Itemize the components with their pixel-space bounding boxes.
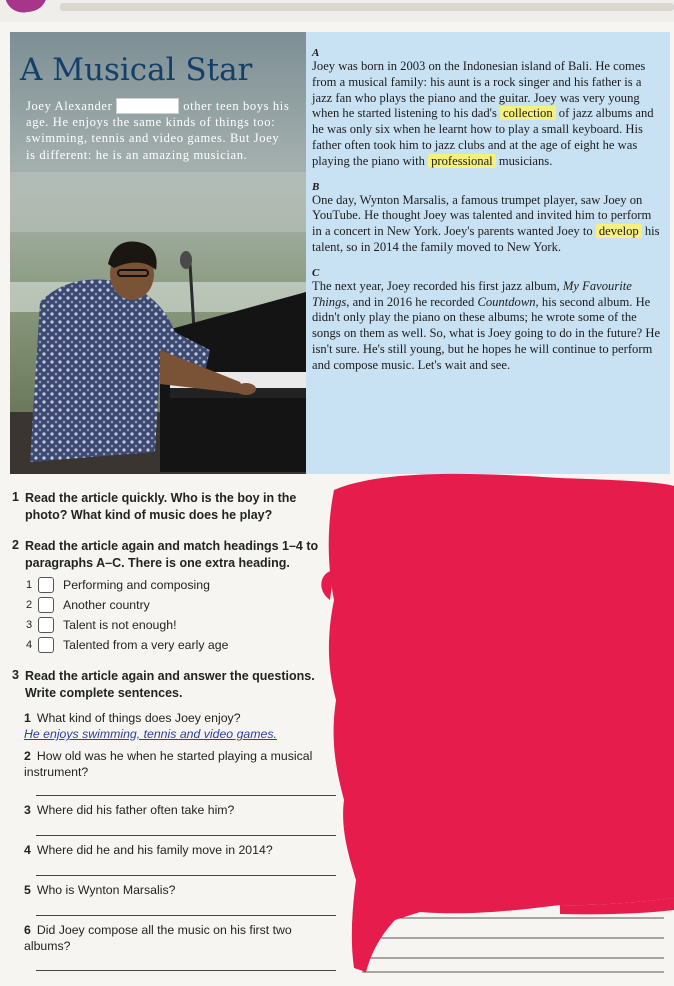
option-number: 2 xyxy=(26,599,33,611)
intro-text-start: Joey Alexander xyxy=(26,99,117,113)
paragraph-a-label: A xyxy=(312,47,320,59)
album-title-my-favourite-things: My Favourite Things xyxy=(312,278,632,309)
page-top-strip xyxy=(0,0,674,22)
paragraph-c-text: , and in 2016 he recorded xyxy=(346,294,478,309)
option-text: Performing and composing xyxy=(63,578,210,592)
question-1 xyxy=(24,710,334,742)
paragraph-a-text: musicians. xyxy=(495,153,553,168)
exercise-3-number: 3 xyxy=(12,668,19,682)
highlight-develop: develop xyxy=(596,224,642,238)
paragraph-a xyxy=(312,59,662,170)
question-number: 5 xyxy=(24,883,31,897)
album-title-countdown: Countdown xyxy=(477,294,536,309)
exercise-2-instruction: Read the article again and match headings 1–4 to paragraphs A–C. There is one extra heading. xyxy=(25,539,319,570)
page-header-bar xyxy=(60,3,674,11)
question-text: Did Joey compose all the music on his first two albums? xyxy=(24,923,292,953)
answer-line-6[interactable] xyxy=(36,970,336,971)
question-number: 4 xyxy=(24,843,31,857)
paragraph-c-label: C xyxy=(312,266,320,279)
heading-option-3 xyxy=(26,616,177,634)
paragraph-c xyxy=(312,279,662,374)
intro-text-end: other teen boys his age. He enjoys the same kinds of things too: swimming, tennis and video games. But Joey is different: he is an amazing musician. xyxy=(26,99,290,162)
question-2 xyxy=(24,748,334,780)
exercise-1-number: 1 xyxy=(12,490,19,504)
paragraph-b-text: his talent, so in 2014 the family moved to New York. xyxy=(312,224,660,254)
highlight-professional: professional xyxy=(428,154,496,168)
publisher-logo-fragment xyxy=(5,0,49,15)
question-number: 2 xyxy=(24,749,31,763)
paragraph-a-text: of jazz albums and he was only six when he learnt how to play a small keyboard. His father often took him to jazz clubs and at the age of eight he was playing the piano with xyxy=(312,106,654,168)
heading-option-1 xyxy=(26,576,210,594)
option-number: 1 xyxy=(26,579,33,591)
heading-option-4 xyxy=(26,636,228,654)
heading-option-2 xyxy=(26,596,150,614)
answer-line-5[interactable] xyxy=(36,915,336,916)
exercise-3-instruction: Read the article again and answer the questions. Write complete sentences. xyxy=(25,669,315,700)
question-number: 1 xyxy=(24,711,31,725)
answer-checkbox[interactable] xyxy=(38,617,54,633)
exercise-1-instruction: Read the article quickly. Who is the boy in the photo? What kind of music does he play? xyxy=(25,491,297,522)
question-3 xyxy=(24,802,334,818)
question-1-answer[interactable]: He enjoys swimming, tennis and video games. xyxy=(24,727,277,741)
question-text: Who is Wynton Marsalis? xyxy=(36,883,176,897)
option-text: Another country xyxy=(63,598,150,612)
answer-checkbox[interactable] xyxy=(38,637,54,653)
question-number: 6 xyxy=(24,923,31,937)
answer-line-3[interactable] xyxy=(36,835,336,836)
question-text: What kind of things does Joey enjoy? xyxy=(36,711,241,725)
question-4 xyxy=(24,842,334,858)
article-intro xyxy=(26,98,292,163)
answer-line-2[interactable] xyxy=(36,795,336,796)
answer-line-4[interactable] xyxy=(36,875,336,876)
paragraph-b-label: B xyxy=(312,180,320,193)
question-text: Where did he and his family move in 2014? xyxy=(36,843,273,857)
answer-checkbox[interactable] xyxy=(38,597,54,613)
paragraph-c-text: , his second album. He didn't only play the piano on these albums; he wrote some of the songs on them as well. So, what is Joey going to do in the future? He isn't sure. He's still young, but he hopes he will continue to perform and compose music. Let's wait and see. xyxy=(312,294,661,372)
exercise-1 xyxy=(12,490,342,523)
question-6 xyxy=(24,922,334,954)
right-column-answer-lines xyxy=(362,900,666,980)
paragraph-b xyxy=(312,193,662,256)
paragraph-b-text: One day, Wynton Marsalis, a famous trumpet player, saw Joey on YouTube. He thought Joey was talented and invited him to perform in a concert in New York. Joey's parents wanted Joey to xyxy=(312,192,652,239)
answer-checkbox[interactable] xyxy=(38,577,54,593)
paragraph-c-text: The next year, Joey recorded his first jazz album, xyxy=(312,278,563,293)
question-text: Where did his father often take him? xyxy=(36,803,235,817)
option-number: 3 xyxy=(26,619,33,631)
highlight-collection: collection xyxy=(500,106,556,120)
question-number: 3 xyxy=(24,803,31,817)
exercise-2-number: 2 xyxy=(12,538,19,552)
intro-highlight-looks-like: looks like xyxy=(116,98,179,114)
option-text: Talented from a very early age xyxy=(63,638,229,652)
option-number: 4 xyxy=(26,639,33,651)
question-text: How old was he when he started playing a musical instrument? xyxy=(24,749,313,779)
article-paragraphs xyxy=(312,46,662,384)
exercise-2 xyxy=(12,538,342,571)
exercise-3 xyxy=(12,668,342,701)
article-title: A Musical Star xyxy=(20,52,253,88)
paragraph-a-text: Joey was born in 2003 on the Indonesian island of Bali. He comes from a musical family: his aunt is a rock singer and his father is a jazz fan who plays the piano and the guitar. Joey was very young when he started listening to his dad's xyxy=(312,59,646,121)
question-5 xyxy=(24,882,334,898)
option-text: Talent is not enough! xyxy=(63,618,177,632)
